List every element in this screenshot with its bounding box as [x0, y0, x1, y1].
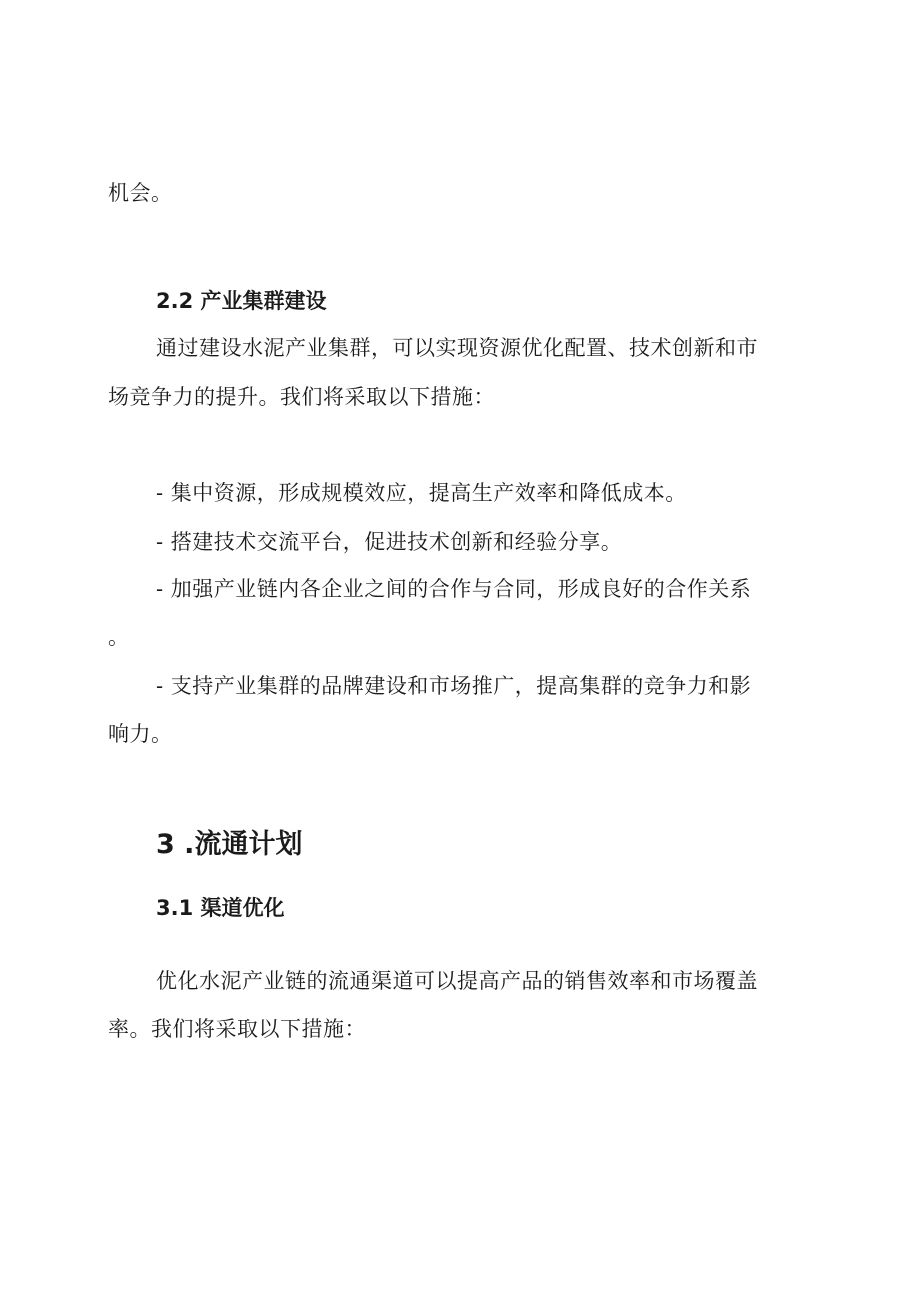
section-heading-3-1: 3.1 渠道优化: [156, 896, 285, 920]
bullet-item-continuation: 。: [108, 625, 130, 649]
section-2-2-intro-line1: 通过建设水泥产业集群，可以实现资源优化配置、技术创新和市: [156, 336, 758, 360]
bullet-item: - 加强产业链内各企业之间的合作与合同，形成良好的合作关系: [156, 577, 752, 601]
bullet-item: - 集中资源，形成规模效应，提高生产效率和降低成本。: [156, 481, 687, 505]
bullet-item: - 支持产业集群的品牌建设和市场推广，提高集群的竞争力和影: [156, 674, 752, 698]
section-heading-2-2: 2.2 产业集群建设: [156, 289, 327, 313]
section-heading-3: 3 .流通计划: [156, 829, 303, 860]
section-3-1-intro-line2: 率。我们将采取以下措施：: [108, 1017, 366, 1041]
bullet-item: - 搭建技术交流平台，促进技术创新和经验分享。: [156, 530, 623, 554]
section-3-1-intro-line1: 优化水泥产业链的流通渠道可以提高产品的销售效率和市场覆盖: [156, 969, 758, 993]
paragraph-fragment: 机会。: [108, 181, 173, 205]
bullet-item-continuation: 响力。: [108, 722, 173, 746]
section-2-2-intro-line2: 场竞争力的提升。我们将采取以下措施：: [108, 385, 495, 409]
